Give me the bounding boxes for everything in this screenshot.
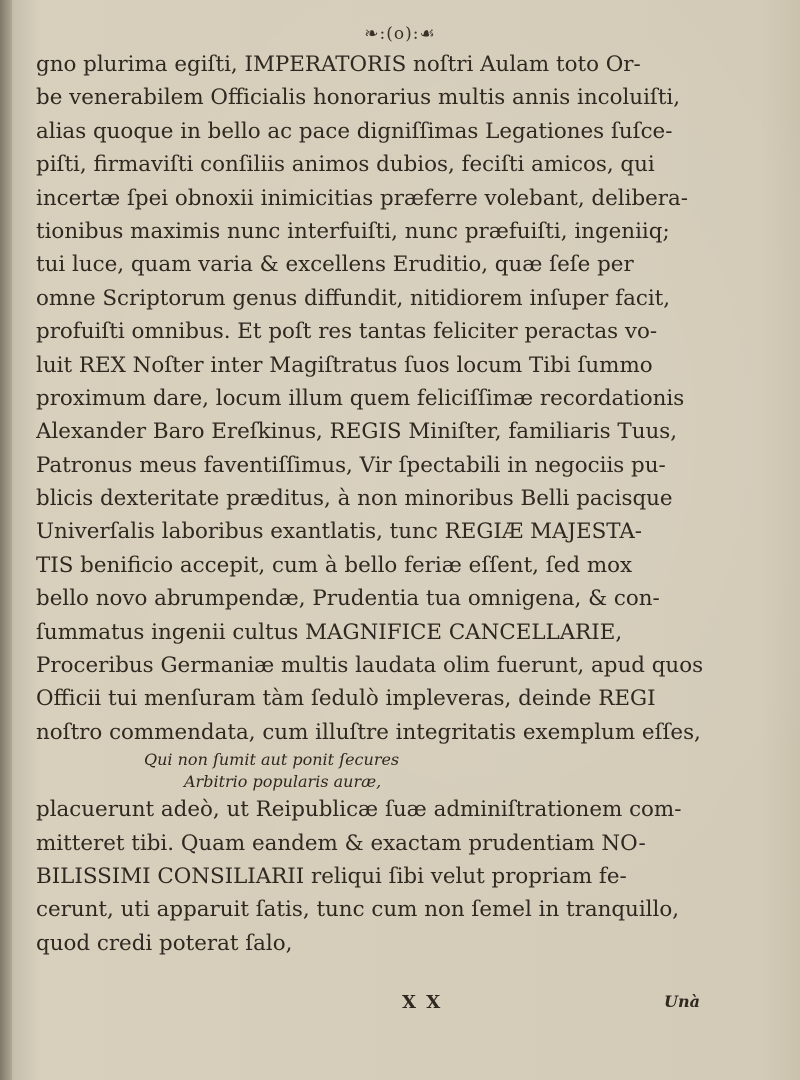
text-line: Officii tui menſuram tàm ſedulò impleveras, deinde REGI (36, 686, 656, 712)
text-line: noſtro commendata, cum illuſtre integritatis exemplum eſſes, (36, 719, 701, 745)
text-line: ſummatus ingenii cultus MAGNIFICE CANCELLARIE, (36, 619, 623, 645)
text-line: profuiſti omnibus. Et poſt res tantas feliciter peractas vo- (36, 319, 658, 345)
text-line: Proceribus Germaniæ multis laudata olim fuerunt, apud quos (36, 653, 704, 679)
text-line: piſti, firmaviſti conſiliis animos dubios, feciſti amicos, qui (36, 152, 655, 178)
text-line: Univerſalis laboribus exantlatis, tunc REGIÆ MAJESTA- (36, 519, 643, 545)
page-footer (0, 992, 800, 1016)
text-line: BILISSIMI CONSILIARII reliqui ſibi velut propriam fe- (36, 863, 627, 889)
text-line: incertæ ſpei obnoxii inimicitias præferre volebant, delibera- (36, 185, 689, 211)
text-line: TIS benificio accepit, cum à bello feriæ eſſent, ſed mox (36, 552, 633, 578)
page-gutter-shadow (0, 0, 12, 1080)
text-line: tionibus maximis nunc interfuiſti, nunc præfuiſti, ingeniiq; (36, 218, 670, 244)
text-line: Patronus meus faventiſſimus, Vir ſpectabili in negociis pu- (36, 452, 666, 478)
text-line: alias quoque in bello ac pace digniſſimas Legationes ſuſce- (36, 118, 673, 144)
text-line: tui luce, quam varia & excellens Eruditio, quæ ſeſe per (36, 252, 634, 278)
text-line: placuerunt adeò, ut Reipublicæ ſuæ adminiſtrationem com- (36, 797, 682, 823)
text-line: quod credi poterat ſalo, (36, 930, 293, 956)
text-line: Alexander Baro Ereſkinus, REGIS Miniſter, familiaris Tuus, (36, 419, 678, 445)
text-line: proximum dare, locum illum quem feliciſſimæ recordationis (36, 385, 685, 411)
text-line: cerunt, uti apparuit ſatis, tunc cum non ſemel in tranquillo, (36, 897, 680, 923)
text-line: mitteret tibi. Quam eandem & exactam prudentiam NO- (36, 830, 646, 856)
text-line: omne Scriptorum genus diffundit, nitidiorem inſuper facit, (36, 285, 671, 311)
text-line: gno plurima egiſti, IMPERATORIS noſtri Aulam toto Or- (36, 52, 641, 77)
text-line: bello novo abrumpendæ, Prudentia tua omnigena, & con- (36, 586, 660, 612)
head-ornament: ❧:(o):☙ (364, 24, 436, 44)
text-line: luit REX Noſter inter Magiſtratus ſuos locum Tibi ſummo (36, 352, 653, 378)
verse-quote-line: Arbitrio popularis auræ, (184, 772, 382, 792)
main-text-block (36, 48, 726, 960)
signature-mark: X X (402, 992, 443, 1013)
catchword: Unà (664, 992, 700, 1011)
verse-quote-line: Qui non ſumit aut ponit ſecures (144, 750, 400, 770)
text-line: blicis dexteritate præditus, à non minoribus Belli pacisque (36, 486, 673, 512)
text-line: be venerabilem Officialis honorarius multis annis incoluiſti, (36, 85, 681, 111)
